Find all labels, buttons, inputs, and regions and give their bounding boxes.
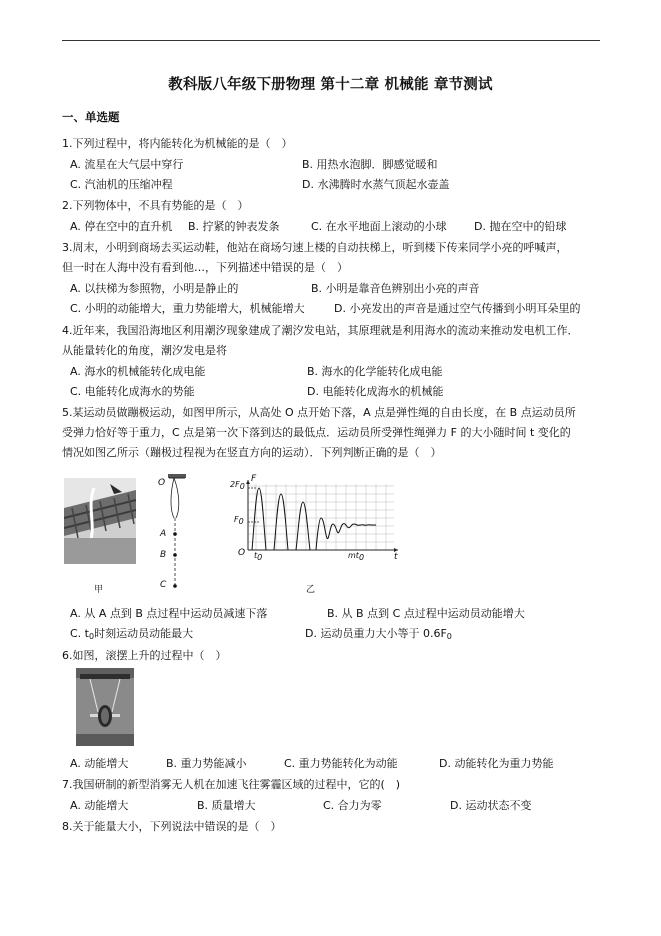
question-3-stem-line2: 但一时在人海中没有看到他…，下列描述中错误的是（ ） bbox=[62, 261, 348, 274]
question-4-stem-line2: 从能量转化的角度，潮汐发电是将 bbox=[62, 344, 227, 357]
question-7-option-b: B. 质量增大 bbox=[197, 799, 256, 812]
question-2-option-c: C. 在水平地面上滚动的小球 bbox=[311, 220, 447, 233]
header-rule bbox=[62, 40, 600, 41]
question-3-stem-line1: 3.周末，小明到商场去买运动鞋，他站在商场匀速上楼的自动扶梯上，听到楼下传来同学小亮的呼喊声， bbox=[62, 241, 568, 254]
question-6-option-b: B. 重力势能减小 bbox=[166, 757, 247, 770]
graph-y-tick-f0: F0 bbox=[234, 515, 244, 526]
question-3-option-c: C. 小明的动能增大，重力势能增大，机械能增大 bbox=[70, 302, 305, 315]
question-7-stem: 7.我国研制的新型消雾无人机在加速飞往雾霾区域的过程中，它的( ) bbox=[62, 778, 401, 791]
page-title: 教科版八年级下册物理 第十二章 机械能 章节测试 bbox=[168, 77, 493, 93]
question-6-option-d: D. 动能转化为重力势能 bbox=[439, 757, 554, 770]
question-3-option-a: A. 以扶梯为参照物，小明是静止的 bbox=[70, 282, 239, 295]
question-4-option-a: A. 海水的机械能转化成电能 bbox=[70, 365, 206, 378]
question-5-option-c: C. $t_0$时刻运动员动能最大 bbox=[70, 627, 194, 641]
question-6-option-a: A. 动能增大 bbox=[70, 757, 129, 770]
question-4-stem-line1: 4.近年来，我国沿海地区利用潮汐现象建成了潮汐发电站，其原理就是利用海水的流动来推动发电机工作． bbox=[62, 324, 579, 337]
figure-label-yi: 乙 bbox=[306, 585, 316, 595]
question-2-option-d: D. 抛在空中的铅球 bbox=[474, 220, 567, 233]
graph-y-tick-2f0: 2F0 bbox=[230, 480, 245, 491]
question-4-option-d: D. 电能转化成海水的机械能 bbox=[307, 385, 444, 398]
point-label-a: A bbox=[160, 529, 167, 539]
question-1-option-a: A. 流星在大气层中穿行 bbox=[70, 158, 184, 171]
graph-x-tick-mt0: mt0 bbox=[348, 551, 365, 562]
question-8-stem: 8.关于能量大小，下列说法中错误的是（ ） bbox=[62, 820, 282, 833]
question-3-option-b: B. 小明是靠音色辨别出小亮的声音 bbox=[311, 282, 480, 295]
question-1-option-d: D. 水沸腾时水蒸气顶起水壶盖 bbox=[302, 178, 450, 191]
graph-x-tick-t0: t0 bbox=[254, 551, 263, 562]
graph-origin-label: O bbox=[238, 548, 246, 558]
question-6-stem: 6.如图，滚摆上升的过程中（ ） bbox=[62, 649, 227, 662]
graph-x-axis-label: t bbox=[394, 552, 398, 562]
section-heading: 一、单选题 bbox=[62, 110, 120, 124]
bungee-photo bbox=[64, 478, 136, 564]
point-label-o: O bbox=[158, 478, 166, 488]
question-2-stem: 2.下列物体中，不具有势能的是（ ） bbox=[62, 199, 249, 212]
question-1-option-b: B. 用热水泡脚．脚感觉暖和 bbox=[302, 158, 438, 171]
question-7-option-d: D. 运动状态不变 bbox=[450, 799, 532, 812]
question-5-option-a: A. 从 A 点到 B 点过程中运动员减速下落 bbox=[70, 607, 268, 620]
question-1-option-c: C. 汽油机的压缩冲程 bbox=[70, 178, 173, 191]
question-5-option-b: B. 从 B 点到 C 点过程中运动员动能增大 bbox=[327, 607, 525, 620]
graph-y-axis-label: F bbox=[251, 474, 257, 484]
question-7-option-a: A. 动能增大 bbox=[70, 799, 129, 812]
question-7-option-c: C. 合力为零 bbox=[323, 799, 382, 812]
question-6-option-c: C. 重力势能转化为动能 bbox=[284, 757, 398, 770]
point-label-c: C bbox=[160, 580, 167, 590]
question-2-option-a: A. 停在空中的直升机 bbox=[70, 220, 173, 233]
question-3-option-d: D. 小亮发出的声音是通过空气传播到小明耳朵里的 bbox=[334, 302, 581, 315]
question-5-stem-line3: 情况如图乙所示（蹦极过程视为在竖直方向的运动）．下列判断正确的是（ ） bbox=[62, 446, 442, 459]
force-time-graph bbox=[226, 474, 402, 564]
figure-label-jia: 甲 bbox=[94, 585, 104, 595]
question-1-stem: 1.下列过程中，将内能转化为机械能的是（ ） bbox=[62, 137, 293, 150]
question-5-stem-line1: 5.某运动员做蹦极运动，如图甲所示，从高处 O 点开始下落，A 点是弹性绳的自由长度，在 B 点运动员所 bbox=[62, 406, 576, 419]
question-2-option-b: B. 拧紧的钟表发条 bbox=[188, 220, 280, 233]
point-label-b: B bbox=[160, 550, 167, 560]
question-5-option-d: D. 运动员重力大小等于 $0.6F_0$ bbox=[305, 627, 452, 641]
question-4-option-b: B. 海水的化学能转化成电能 bbox=[307, 365, 443, 378]
question-5-stem-line2: 受弹力恰好等于重力，C 点是第一次下落到达的最低点．运动员所受弹性绳弹力 F 的大小随时间 t 变化的 bbox=[62, 426, 571, 439]
question-4-option-c: C. 电能转化成海水的势能 bbox=[70, 385, 195, 398]
rolling-pendulum-photo bbox=[76, 668, 134, 746]
fall-points-diagram bbox=[150, 474, 190, 590]
